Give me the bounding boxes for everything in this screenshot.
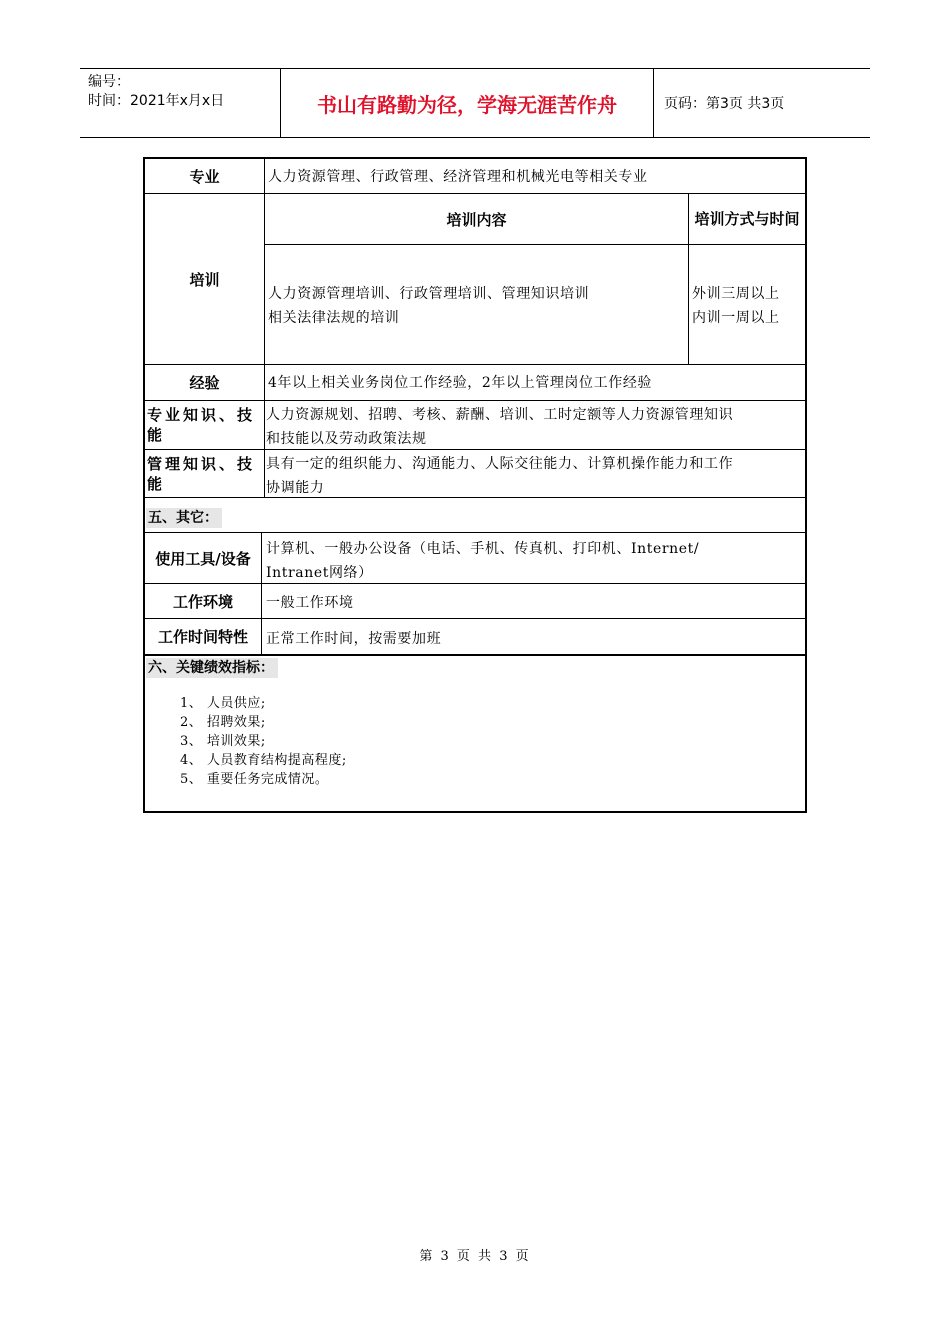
- training-method-header: 培训方式与时间: [694, 210, 800, 228]
- row-divider: [143, 532, 807, 533]
- row-divider: [143, 654, 807, 656]
- page-header: [80, 68, 870, 138]
- header-meta: [80, 69, 280, 137]
- header-motto: 书山有路勤为径，学海无涯苦作舟: [280, 69, 654, 137]
- kpi-item: 3、 培训效果;: [180, 734, 266, 749]
- professional-value-line: 人力资源规划、招聘、考核、薪酬、培训、工时定额等人力资源管理知识: [266, 407, 734, 423]
- row-divider: [143, 400, 807, 401]
- col-divider: [261, 532, 262, 654]
- kpi-item: 2、 招聘效果;: [180, 715, 266, 730]
- kpi-item: 1、 人员供应;: [180, 696, 266, 711]
- time-label: 时间：2021年x月x日: [88, 93, 225, 109]
- management-value-line: 协调能力: [266, 480, 325, 496]
- training-method: [692, 282, 780, 330]
- kpi-list: [180, 694, 347, 789]
- code-label: 编号：: [88, 74, 130, 90]
- row-divider: [264, 244, 807, 245]
- experience-label: 经验: [189, 374, 220, 392]
- tools-value-line: 计算机、一般办公设备（电话、手机、传真机、打印机、Internet/: [266, 541, 700, 557]
- experience-value: 4年以上相关业务岗位工作经验，2年以上管理岗位工作经验: [268, 375, 653, 391]
- professional-value-line: 和技能以及劳动政策法规: [266, 431, 427, 447]
- work-time-label: 工作时间特性: [157, 628, 248, 646]
- tools-value: [266, 537, 699, 585]
- professional-label: [145, 405, 264, 445]
- training-label: 培训: [189, 270, 220, 289]
- professional-value: [266, 403, 733, 451]
- management-label-line: 管理知识、技: [147, 455, 256, 473]
- major-value: 人力资源管理、行政管理、经济管理和机械光电等相关专业: [268, 169, 648, 185]
- training-content-line: 人力资源管理培训、行政管理培训、管理知识培训: [268, 286, 590, 302]
- training-content-line: 相关法律法规的培训: [268, 310, 400, 326]
- management-label-line: 能: [147, 475, 163, 493]
- management-value-line: 具有一定的组织能力、沟通能力、人际交往能力、计算机操作能力和工作: [266, 456, 734, 472]
- training-method-line: 内训一周以上: [692, 310, 780, 326]
- page-footer: 第 3 页 共 3 页: [419, 1249, 531, 1264]
- work-time-value: 正常工作时间，按需要加班: [266, 631, 442, 647]
- training-content: [268, 282, 589, 330]
- environment-label: 工作环境: [172, 592, 233, 611]
- section-5-title: 五、其它：: [146, 508, 222, 528]
- professional-label-line: 专业知识、技: [147, 406, 256, 424]
- management-label: [145, 454, 264, 494]
- section-6-title: 六、关键绩效指标：: [146, 658, 278, 678]
- kpi-item: 4、 人员教育结构提高程度;: [180, 753, 347, 768]
- header-page-info: 页码：第3页 共3页: [664, 96, 785, 112]
- management-value: [266, 452, 733, 500]
- major-label: 专业: [189, 167, 220, 186]
- professional-label-line: 能: [147, 426, 163, 444]
- tools-label: 使用工具/设备: [155, 550, 251, 568]
- training-method-line: 外训三周以上: [692, 286, 780, 302]
- tools-value-line: Intranet网络）: [266, 565, 373, 581]
- training-content-header: 培训内容: [446, 210, 507, 229]
- environment-value: 一般工作环境: [266, 595, 354, 611]
- kpi-item: 5、 重要任务完成情况。: [180, 772, 329, 787]
